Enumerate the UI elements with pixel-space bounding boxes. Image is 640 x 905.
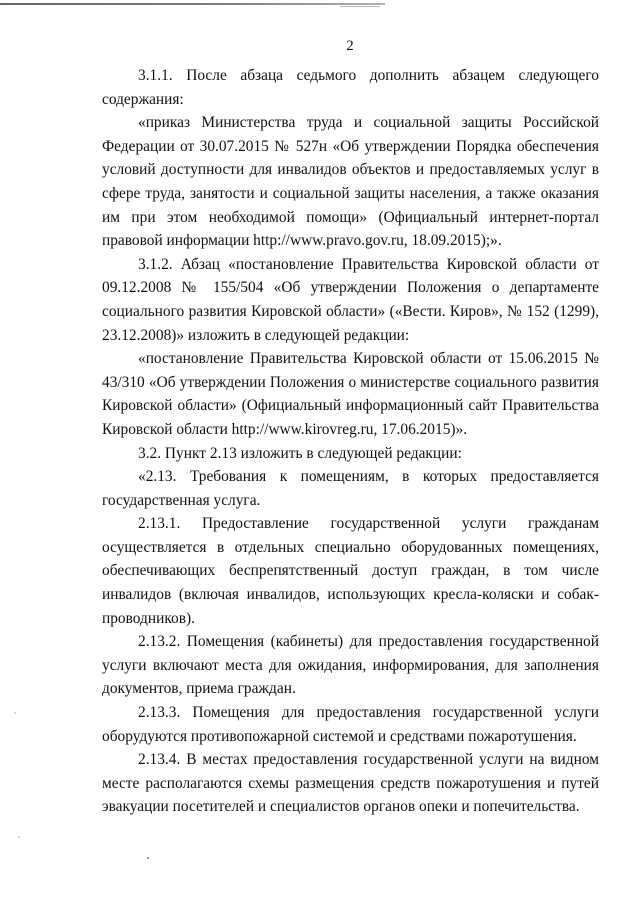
paragraph-2-13-1: 2.13.1. Предоставление государственной услуги гражданам осуществляется в отдельных специально оборудованных помещениях, обеспечивающих беспрепятственный доступ граждан, в том числе инвалидов (включая инвалидов, использующих кресла-коляски и собак-проводников). [102, 515, 599, 627]
scan-artifact-top-line [0, 3, 385, 5]
paragraph-3-2: 3.2. Пункт 2.13 изложить в следующей редакции: [138, 444, 462, 462]
paragraph-resolution-43-310: «постановление Правительства Кировской области от 15.06.2015 № 43/310 «Об утверждении Положения о министерстве социального развития Кировской области» (Официальный информационный сайт Правительства Кировской области http://www.kirovreg.ru, 17.06.2015)». [102, 350, 599, 438]
paragraph-2-13-2: 2.13.2. Помещения (кабинеты) для предоставления государственной услуги включают места для ожидания, информирования, для заполнения документов, приема граждан. [102, 633, 599, 698]
scan-artifact-top-line-short [340, 6, 380, 7]
paragraph-3-1-2: 3.1.2. Абзац «постановление Правительства Кировской области от 09.12.2008 № 155/504 «Об утверждении Положения о департаменте социального развития Кировской области» («Вести. Киров», № 152 (1299), 23.12.2008)» изложить в следующей редакции: [102, 255, 599, 344]
scan-artifact-dot [147, 857, 149, 859]
paragraph-2-13-3: 2.13.3. Помещения для предоставления государственной услуги оборудуются противопожарной системой и средствами пожаротушения. [102, 704, 599, 745]
paragraph-order-527n: «приказ Министерства труда и социальной защиты Российской Федерации от 30.07.2015 № 527н «Об утверждении Порядка обеспечения условий доступности для инвалидов объектов и предоставляемых услуг в сфере труда, занятости и социальной защиты населения, а также оказания им при этом необходимой помощи» (Официальный интернет-портал правовой информации http://www.pravo.gov.ru, 18.09.2015);». [102, 114, 599, 250]
scan-artifact-dot [14, 712, 16, 714]
document-body [102, 64, 599, 819]
paragraph-2-13: «2.13. Требования к помещениям, в которых предоставляется государственная услуга. [102, 468, 599, 509]
paragraph-2-13-4: 2.13.4. В местах предоставления государственной услуги на видном месте располагаются схемы размещения средств пожаротушения и путей эвакуации посетителей и специалистов органов опеки и попечительства. [102, 751, 599, 816]
scan-artifact-dot [18, 836, 20, 838]
page-number: 2 [346, 38, 354, 54]
paragraph-3-1-1: 3.1.1. После абзаца седьмого дополнить абзацем следующего содержания: [102, 67, 599, 108]
